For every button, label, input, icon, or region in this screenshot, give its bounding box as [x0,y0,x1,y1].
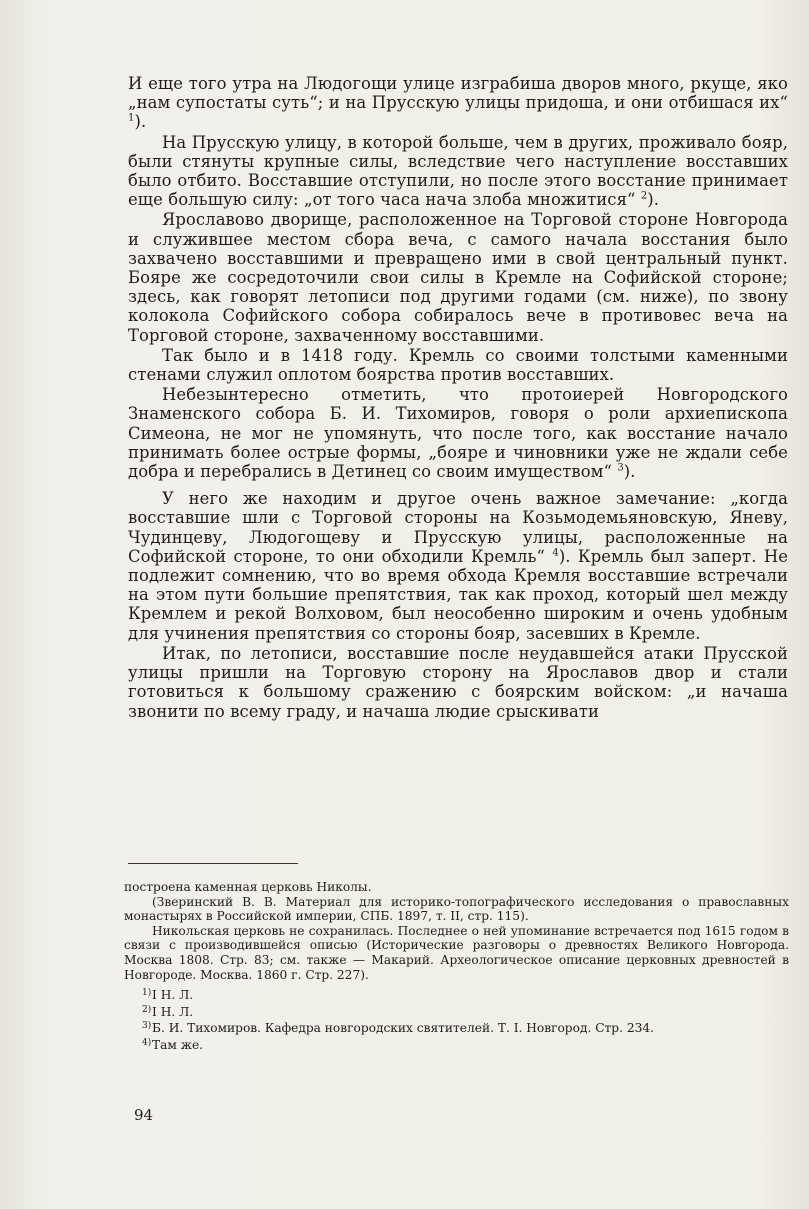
paragraph-4: Так было и в 1418 году. Кремль со своими толстыми каменными стенами служил оплотом боярства против восставших. [128,345,788,385]
paragraph-1: И еще того утра на Людогощи улице изграбиша дворов много, ркуще, яко „нам супостаты суть“; и на Прусскую улицы придоша, и они отбишася их“ $^1$). [128,74,788,132]
footnote-text: I Н. Л. [152,988,194,1003]
footnote-ref-1: 1 [128,112,135,124]
footnotes-section [124,880,789,1055]
footnote-text: Там же. [152,1037,204,1052]
footnote-text: Б. И. Тихомиров. Кафедра новгородских святителей. Т. I. Новгород. Стр. 234. [152,1021,654,1036]
paragraph-2: На Прусскую улицу, в которой больше, чем в других, проживало бояр, были стянуты крупные силы, вследствие чего наступление восставших было отбито. Восставшие отступили, но после этого восстание принимает еще большую силу: „от того часа нача злоба множитися“ $^2$). [128,132,788,210]
footnote-3 [124,1021,789,1038]
footnote-1 [124,988,789,1005]
footnote-4 [124,1038,789,1055]
footnote-ref-3: 3 [617,462,624,474]
footnote-mark: 2) [142,1004,152,1015]
footnote-ref-4: 4 [552,547,559,559]
footnote-continuation-paragraph: (Зверинский В. В. Материал для историко-топографического исследования о православных монастырях в Российской империи, СПБ. 1897, т. II, стр. 115). [124,894,789,924]
footnote-continuation-line: построена каменная церковь Николы. [124,880,372,894]
footnote-text: I Н. Л. [152,1004,194,1019]
footnote-mark: 1) [142,988,152,999]
footnote-list [124,988,789,1054]
page-number: 94 [134,1106,154,1124]
footnote-mark: 3) [142,1021,152,1032]
paragraph-5: Небезынтересно отметить, что протоиерей Новгородского Знаменского собора Б. И. Тихомиров, говоря о роли архиепископа Симеона, не мог не упомянуть, что после того, как восстание начало принимать более острые формы, „бояре и чиновники уже не ждали себе добра и перебрались в Детинец со своим имуществом“ $^3$). [128,385,788,482]
footnote-continuation-paragraph: Никольская церковь не сохранилась. Последнее о ней упоминание встречается под 1615 годом в связи с производившейся описью (Исторические разговоры о древностях Великого Новгорода. Москва 1808. Стр. 83; см. также — Макарий. Археологическое описание церковных древностей в Новгороде. Москва. 1860 г. Стр. 227). [124,923,789,982]
footnote-divider [128,863,298,864]
footnote-mark: 4) [142,1037,152,1048]
paragraph-3: Ярославово дворище, расположенное на Торговой стороне Новгорода и служившее местом сбора веча, с самого начала восстания было захвачено восставшими и превращено ими в свой центральный пункт. Бояре же сосредоточили свои силы в Кремле на Софийской стороне; здесь, как говорят летописи под другими годами (см. ниже), по звону колокола Софийского собора собиралось вече в противовес веча на Торговой стороне, захваченному восставшими. [128,210,788,345]
paragraph-6: У него же находим и другое очень важное замечание: „когда восставшие шли с Торговой стороны на Козьмодемьяновскую, Яневу, Чудинцеву, Людогощеву и Прусскую улицы, расположенные на Софийской стороне, то они обходили Кремль“ $^4$). Кремль был заперт. Не подлежит сомнению, что во время обхода Кремля восставшие встречали на этом пути большие препятствия, так как проход, который шел между Кремлем и рекой Волховом, был неособенно широким и очень удобным для учинения препятствия со стороны бояр, засевших в Кремле. [128,489,789,643]
paragraph-7: Итак, по летописи, восставшие после неудавшейся атаки Прусской улицы пришли на Торговую сторону на Ярославов двор и стали готовиться к большому сражению с боярским войском: „и начаша звонити по всему граду, и начаша людие срыскивати [128,643,788,721]
main-text [128,74,788,721]
footnote-ref-2: 2 [640,190,648,202]
footnote-2 [124,1005,789,1022]
